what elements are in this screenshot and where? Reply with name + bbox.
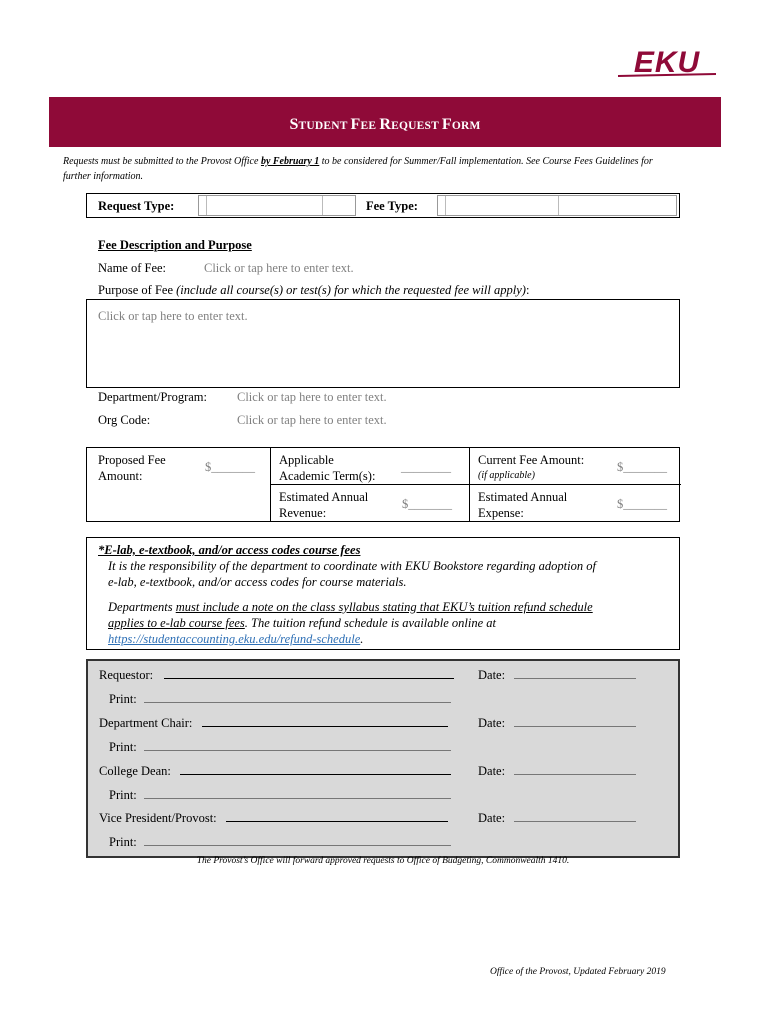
provost-print-line[interactable] <box>144 834 451 846</box>
svg-text:EKU: EKU <box>633 46 701 79</box>
type-row <box>86 193 680 218</box>
fee-name-label: Name of Fee: <box>98 261 167 275</box>
college-dean-print-line[interactable] <box>144 787 451 799</box>
if-applicable-note: (if applicable) <box>478 470 535 481</box>
intro-text: Requests must be submitted to the Provost Office by February 1 to be considered for Summer/Fall implementation. See Course Fees Guidelines for further information. <box>63 156 653 182</box>
requestor-print-line[interactable] <box>144 691 451 703</box>
requestor-row: Requestor: <box>99 667 454 683</box>
org-code-label: Org Code: <box>98 413 151 427</box>
current-fee-field[interactable]: $_______ <box>617 460 667 474</box>
requestor-signature-line[interactable] <box>164 667 454 679</box>
syllabus-note: Departments must include a note on the class syllabus stating that EKU’s tuition refund schedule applies to e-lab course fees. The tuition refund schedule is available online at https://studentaccounting.eku.edu/refund-schedule. <box>108 600 593 646</box>
department-label: Department/Program: <box>98 390 207 404</box>
provost-print-row: Print: <box>109 834 451 850</box>
college-dean-row: College Dean: <box>99 763 451 779</box>
academic-term-field[interactable]: ________ <box>401 460 451 474</box>
proposed-fee-field[interactable]: $_______ <box>205 460 255 474</box>
fee-type-label: Fee Type: <box>366 199 418 213</box>
fee-name-field[interactable]: Click or tap here to enter text. <box>204 261 354 275</box>
elab-heading: *E-lab, e-textbook, and/or access codes course fees <box>98 543 361 557</box>
purpose-placeholder: Click or tap here to enter text. <box>98 309 248 323</box>
deadline: by February 1 <box>260 156 320 167</box>
college-dean-signature-line[interactable] <box>180 763 451 775</box>
dept-chair-row: Department Chair: <box>99 715 448 731</box>
routing-note: The Provost’s Office will forward approved requests to Office of Budgeting, Commonwealth 1410. <box>196 856 570 866</box>
org-code-field[interactable]: Click or tap here to enter text. <box>237 413 387 427</box>
request-type-dropdown[interactable] <box>198 195 356 216</box>
purpose-textarea[interactable] <box>86 299 680 388</box>
purpose-label: Purpose of Fee (include all course(s) or test(s) for which the requested fee will apply): <box>98 283 530 297</box>
elab-notice: *E-lab, e-textbook, and/or access codes course fees It is the responsibility of the department to coordinate with EKU Bookstore regarding adoption of e-lab, e-textbook, and/or access codes for course materials. Departments must include a note on the class syllabus stating that EKU’s tuition refund schedule applies to e-lab course fees. The tuition refund schedule is available online at https://studentaccounting.eku.edu/refund-schedule. <box>86 537 680 650</box>
dept-chair-signature-line[interactable] <box>202 715 448 727</box>
annual-expense-label: Estimated Annual Expense: <box>478 490 568 520</box>
academic-term-label: Applicable Academic Term(s): <box>279 453 376 483</box>
requestor-date-row: Date: <box>478 667 636 683</box>
title-banner <box>49 97 721 147</box>
eku-logo <box>612 44 722 86</box>
provost-date-row: Date: <box>478 810 636 826</box>
refund-schedule-link[interactable]: https://studentaccounting.eku.edu/refund-schedule <box>108 632 361 646</box>
annual-revenue-field[interactable]: $_______ <box>402 497 452 511</box>
dept-chair-date-row: Date: <box>478 715 636 731</box>
annual-expense-field[interactable]: $_______ <box>617 497 667 511</box>
signature-box <box>86 659 680 858</box>
dept-chair-print-row: Print: <box>109 739 451 755</box>
request-type-label: Request Type: <box>98 199 175 213</box>
college-dean-print-row: Print: <box>109 787 451 803</box>
annual-revenue-label: Estimated Annual Revenue: <box>279 490 369 520</box>
page-title: STUDENT FEE REQUEST FORM <box>289 116 481 133</box>
provost-row: Vice President/Provost: <box>99 810 448 826</box>
dept-chair-date-line[interactable] <box>514 715 636 727</box>
provost-date-line[interactable] <box>514 810 636 822</box>
current-fee-label: Current Fee Amount: (if applicable) <box>478 452 584 484</box>
updated-note: Office of the Provost, Updated February 2019 <box>490 967 666 977</box>
fee-type-dropdown[interactable] <box>437 195 677 216</box>
provost-signature-line[interactable] <box>226 810 448 822</box>
proposed-fee-label: Proposed Fee Amount: <box>98 453 166 483</box>
requestor-print-row: Print: <box>109 691 451 707</box>
department-field[interactable]: Click or tap here to enter text. <box>237 390 387 404</box>
college-dean-date-row: Date: <box>478 763 636 779</box>
fee-table <box>86 447 680 522</box>
fee-description-heading: Fee Description and Purpose <box>98 238 252 252</box>
requestor-date-line[interactable] <box>514 667 636 679</box>
college-dean-date-line[interactable] <box>514 763 636 775</box>
dept-chair-print-line[interactable] <box>144 739 451 751</box>
